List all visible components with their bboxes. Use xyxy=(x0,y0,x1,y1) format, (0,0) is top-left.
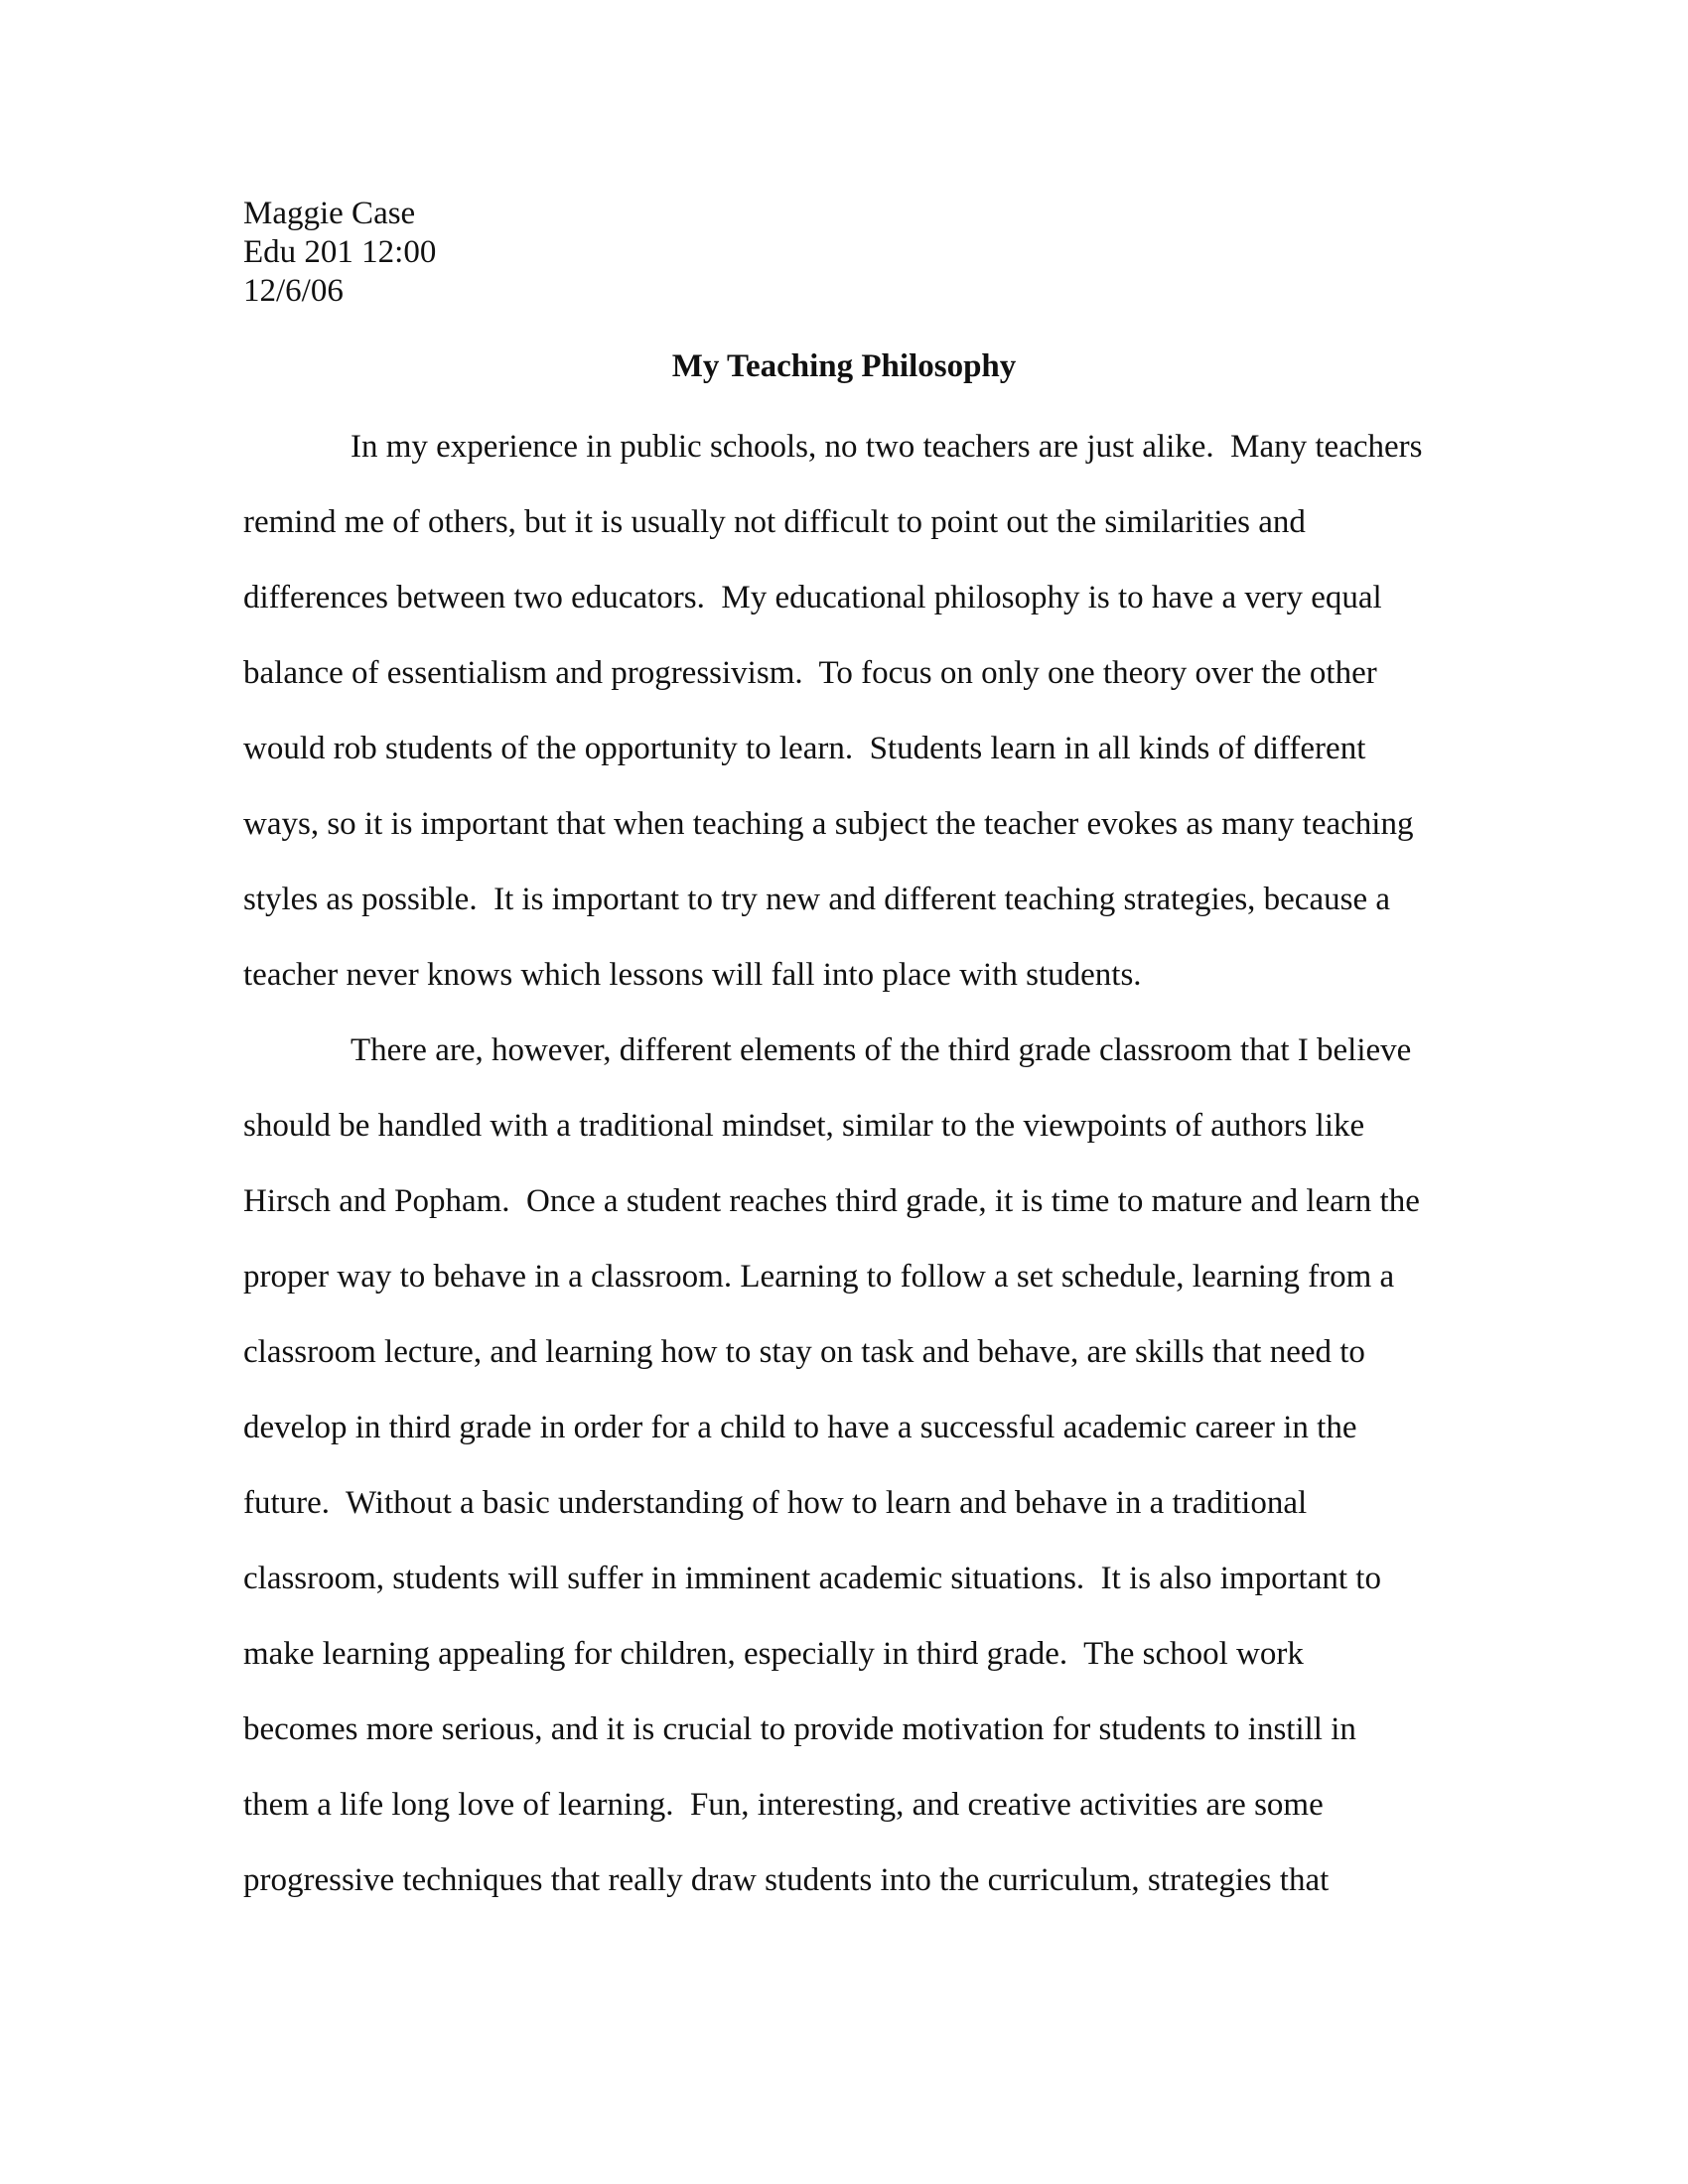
text-line: There are, however, different elements of the third grade classroom that I believe xyxy=(351,1032,1412,1068)
text-line: teacher never knows which lessons will fall into place with students. xyxy=(243,957,1142,993)
text-line: becomes more serious, and it is crucial to provide motivation for students to instill in xyxy=(243,1711,1356,1747)
text-line: differences between two educators. My educational philosophy is to have a very equal xyxy=(243,580,1382,615)
paragraph-2 xyxy=(243,1013,1445,1918)
text-line: Hirsch and Popham. Once a student reaches third grade, it is time to mature and learn the xyxy=(243,1183,1420,1219)
essay-body xyxy=(243,409,1445,1918)
text-line: future. Without a basic understanding of how to learn and behave in a traditional xyxy=(243,1485,1308,1521)
text-line: progressive techniques that really draw students into the curriculum, strategies that xyxy=(243,1862,1330,1898)
text-line: balance of essentialism and progressivism. To focus on only one theory over the other xyxy=(243,655,1377,691)
text-line: classroom lecture, and learning how to stay on task and behave, are skills that need to xyxy=(243,1334,1365,1370)
text-line: develop in third grade in order for a child to have a successful academic career in the xyxy=(243,1410,1357,1445)
text-line: would rob students of the opportunity to learn. Students learn in all kinds of different xyxy=(243,731,1366,766)
text-line: make learning appealing for children, especially in third grade. The school work xyxy=(243,1636,1304,1672)
course-info: Edu 201 12:00 xyxy=(243,234,437,270)
document-date: 12/6/06 xyxy=(243,273,344,309)
document-header xyxy=(243,195,436,311)
text-line: classroom, students will suffer in imminent academic situations. It is also important to xyxy=(243,1561,1381,1596)
text-line: them a life long love of learning. Fun, interesting, and creative activities are some xyxy=(243,1787,1324,1823)
text-line: In my experience in public schools, no two teachers are just alike. Many teachers xyxy=(351,429,1423,465)
paragraph-1 xyxy=(243,409,1445,1013)
essay-title: My Teaching Philosophy xyxy=(671,348,1017,384)
text-line: ways, so it is important that when teaching a subject the teacher evokes as many teaching xyxy=(243,806,1414,842)
text-line: remind me of others, but it is usually not difficult to point out the similarities and xyxy=(243,504,1306,540)
text-line: should be handled with a traditional mindset, similar to the viewpoints of authors like xyxy=(243,1108,1365,1144)
text-line: proper way to behave in a classroom. Learning to follow a set schedule, learning from a xyxy=(243,1259,1395,1295)
text-line: styles as possible. It is important to try new and different teaching strategies, because a xyxy=(243,882,1390,917)
author-name: Maggie Case xyxy=(243,196,416,231)
